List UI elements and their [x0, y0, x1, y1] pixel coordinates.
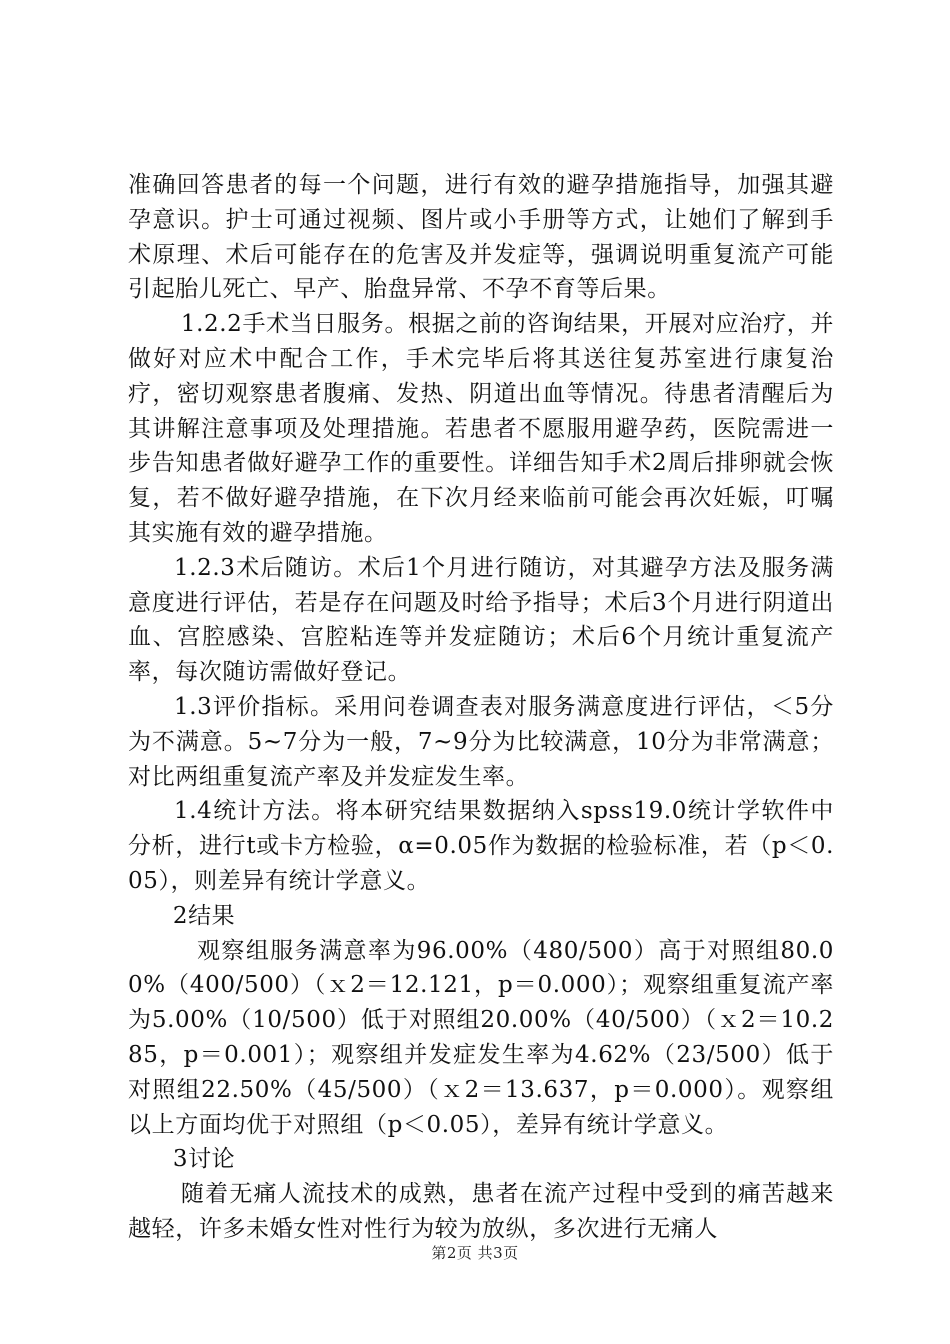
paragraph-intro-continuation: 准确回答患者的每一个问题，进行有效的避孕措施指导，加强其避孕意识。护士可通过视频、图片或小手册等方式，让她们了解到手术原理、术后可能存在的危害及并发症等，强调说明重复流产可能引起胎儿死亡、早产、胎盘异常、不孕不育等后果。 — [128, 172, 834, 303]
page-number-footer: 第2页 共3页 — [431, 1244, 519, 1262]
section-heading-discussion: 3讨论 — [172, 1146, 236, 1173]
section-heading-results: 2结果 — [172, 902, 236, 929]
paragraph-surgery-day-service: 1.2.2手术当日服务。根据之前的咨询结果，开展对应治疗，并做好对应术中配合工作，手术完毕后将其送往复苏室进行康复治疗，密切观察患者腹痛、发热、阴道出血等情况。待患者清醒后为其讲解注意事项及处理措施。若患者不愿服用避孕药，医院需进一步告知患者做好避孕工作的重要性。详细告知手术2周后排卵就会恢复，若不做好避孕措施，在下次月经来临前可能会再次妊娠，叮嘱其实施有效的避孕措施。 — [128, 311, 834, 546]
paragraph-results: 观察组服务满意率为96.00%（480/500）高于对照组80.00%（400/500）（ｘ2＝12.121，p＝0.000）；观察组重复流产率为5.00%（10/500）低于对照组20.00%（40/500）（ｘ2＝10.285，p＝0.001）；观察组并发症发生率为4.62%（23/500）低于对照组22.50%（45/500）（ｘ2＝13.637，p＝0.000）。观察组以上方面均优于对照组（p＜0.05），差异有统计学意义。 — [128, 937, 834, 1138]
paragraph-postoperative-follow-up: 1.2.3术后随访。术后1个月进行随访，对其避孕方法及服务满意度进行评估，若是存在问题及时给予指导；术后3个月进行阴道出血、宫腔感染、宫腔粘连等并发症随访；术后6个月统计重复流产率，每次随访需做好登记。 — [128, 554, 834, 686]
paragraph-discussion: 随着无痛人流技术的成熟，患者在流产过程中受到的痛苦越来越轻，许多未婚女性对性行为较为放纵，多次进行无痛人 — [128, 1181, 834, 1242]
document-body — [128, 168, 834, 1247]
paragraph-evaluation-indicators: 1.3评价指标。采用问卷调查表对服务满意度进行评估，＜5分为不满意。5~7分为一般，7~9分为比较满意，10分为非常满意；对比两组重复流产率及并发症发生率。 — [128, 693, 834, 790]
paragraph-statistical-methods: 1.4统计方法。将本研究结果数据纳入spss19.0统计学软件中分析，进行t或卡方检验，α=0.05作为数据的检验标准，若（p＜0.05），则差异有统计学意义。 — [128, 798, 834, 894]
